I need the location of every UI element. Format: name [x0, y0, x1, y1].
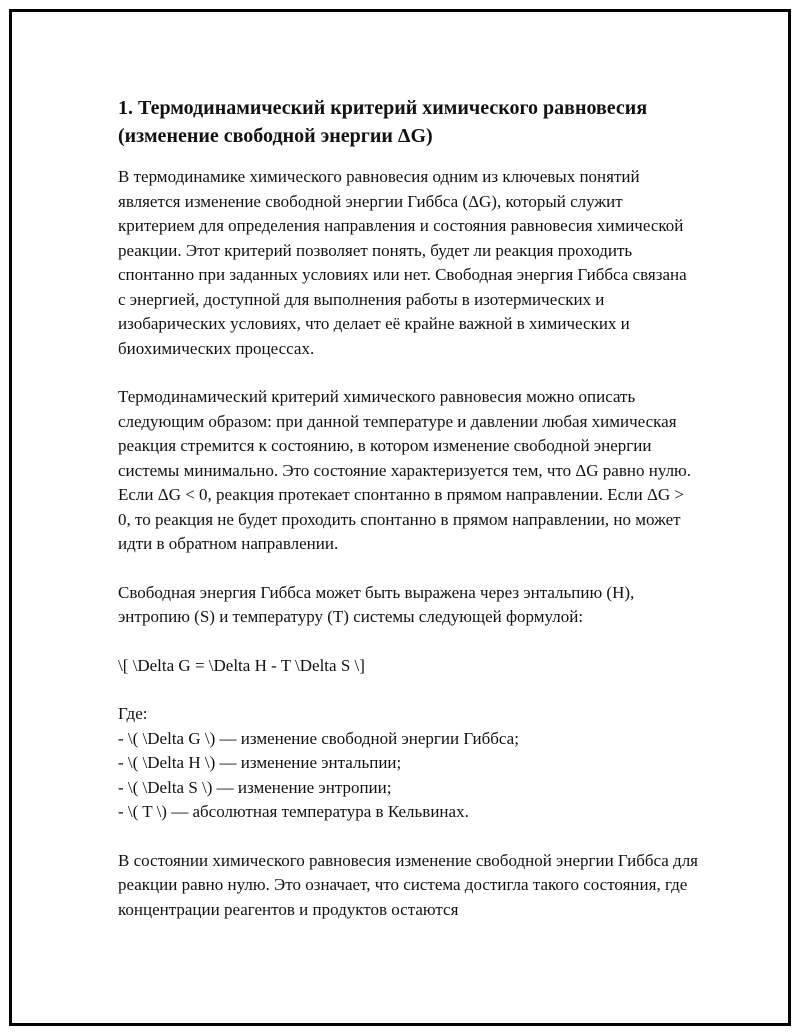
where-label: Где: [118, 704, 148, 723]
definitions-list [118, 727, 698, 825]
section-title: 1. Термодинамический критерий химического равновесия (изменение свободной энергии ΔG) [118, 97, 648, 147]
definition-item-delta-g: - \( \Delta G \) — изменение свободной энергии Гиббса; [118, 728, 519, 748]
definition-item-delta-s: - \( \Delta S \) — изменение энтропии; [118, 777, 392, 797]
definition-item-delta-h: - \( \Delta H \) — изменение энтальпии; [118, 753, 402, 772]
document-body [118, 94, 698, 946]
gibbs-formula: \[ \Delta G = \Delta H - T \Delta S \] [118, 655, 365, 675]
definition-item-temperature: - \( T \) — абсолютная температура в Кельвинах. [118, 802, 469, 821]
paragraph-equilibrium: В состоянии химического равновесия изменение свободной энергии Гиббса для реакции равно нулю. Это означает, что система достигла такого состояния, где концентрации реагентов и продуктов остаются [118, 850, 698, 919]
paragraph-criterion: Термодинамический критерий химического равновесия можно описать следующим образом: при данной температуре и давлении любая химическая реакция стремится к состоянию, в котором изменение свободной энергии системы минимально. Это состояние характеризуется тем, что ΔG равно нулю. Если ΔG < 0, реакция протекает спонтанно в прямом направлении. Если ΔG > 0, то реакция не будет проходить спонтанно в прямом направлении, но может идти в обратном направлении. [118, 387, 692, 553]
paragraph-intro: В термодинамике химического равновесия одним из ключевых понятий является изменение свободной энергии Гиббса (ΔG), который служит критерием для определения направления и состояния равновесия химической реакции. Этот критерий позволяет понять, будет ли реакция проходить спонтанно при заданных условиях или нет. Свободная энергия Гиббса связана с энергией, доступной для выполнения работы в изотермических и изобарических условиях, что делает её крайне важной в химических и биохимических процессах. [118, 167, 687, 358]
paragraph-formula-intro: Свободная энергия Гиббса может быть выражена через энтальпию (H), энтропию (S) и температуру (T) системы следующей формулой: [118, 582, 635, 626]
